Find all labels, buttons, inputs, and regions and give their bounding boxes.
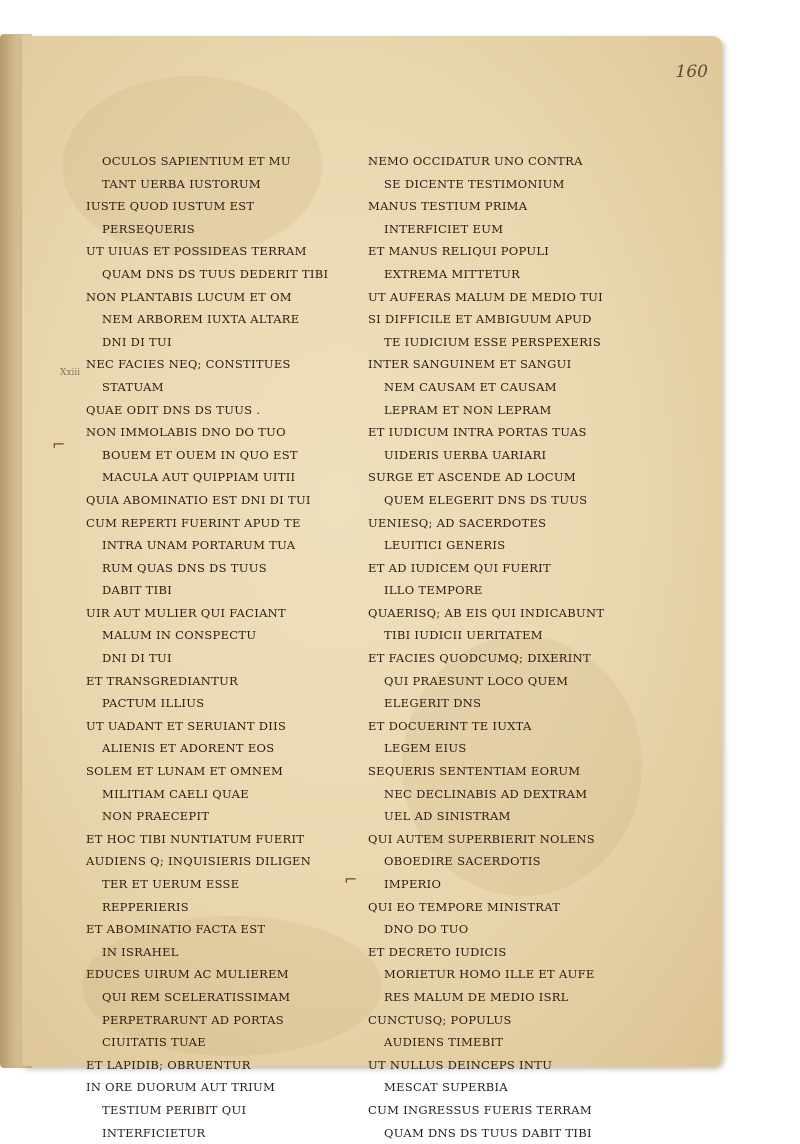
text-line: UT UADANT ET SERUIANT DIIS xyxy=(86,718,287,733)
text-line: ALIENIS ET ADORENT EOS xyxy=(102,741,275,756)
text-line: QUI AUTEM SUPERBIERIT NOLENS xyxy=(368,831,595,846)
text-line: IMPERIO xyxy=(384,877,442,891)
text-line: ET LAPIDIB; OBRUENTUR xyxy=(86,1057,251,1072)
text-line: IN ISRAHEL xyxy=(102,944,179,959)
text-line: QUAE ODIT DNS DS TUUS . xyxy=(86,402,261,417)
text-line: NEM CAUSAM ET CAUSAM xyxy=(384,379,557,394)
text-line: NEM ARBOREM IUXTA ALTARE xyxy=(102,312,300,327)
text-line: UT AUFERAS MALUM DE MEDIO TUI xyxy=(368,289,603,304)
text-line: INTRA UNAM PORTARUM TUA xyxy=(102,538,296,553)
text-line: UEL AD SINISTRAM xyxy=(384,809,511,824)
text-line: NEMO OCCIDATUR UNO CONTRA xyxy=(368,154,583,168)
text-line: CUM REPERTI FUERINT APUD TE xyxy=(86,515,301,530)
text-line: INTERFICIET EUM xyxy=(384,221,504,236)
text-line: ET FACIES QUODCUMQ; DIXERINT xyxy=(368,651,591,666)
text-line: SURGE ET ASCENDE AD LOCUM xyxy=(368,470,576,485)
text-line: UT NULLUS DEINCEPS INTU xyxy=(368,1057,553,1072)
text-line: ET IUDICUM INTRA PORTAS TUAS xyxy=(368,425,587,440)
text-line: NEC FACIES NEQ; CONSTITUES xyxy=(86,357,291,372)
text-line: INTER SANGUINEM ET SANGUI xyxy=(368,357,572,372)
text-line: ET TRANSGREDIANTUR xyxy=(86,673,239,688)
margin-note: Xxiii xyxy=(60,368,81,378)
text-line: SOLEM ET LUNAM ET OMNEM xyxy=(86,764,284,779)
text-line: NON PLANTABIS LUCUM ET OM xyxy=(86,289,292,304)
text-line: QUAM DNS DS TUUS DEDERIT TIBI xyxy=(102,266,329,281)
text-line: TER ET UERUM ESSE xyxy=(102,877,240,891)
text-line: DNI DI TUI xyxy=(102,334,172,349)
text-line: ELEGERIT DNS xyxy=(384,696,482,711)
text-line: LEGEM EIUS xyxy=(384,741,467,756)
text-line: QUAM DNS DS TUUS DABIT TIBI xyxy=(384,1125,592,1140)
text-line: QUI EO TEMPORE MINISTRAT xyxy=(368,899,561,914)
text-line: DABIT TIBI xyxy=(102,583,173,598)
text-line: MANUS TESTIUM PRIMA xyxy=(368,199,528,214)
text-line: ET HOC TIBI NUNTIATUM FUERIT xyxy=(86,831,305,846)
text-line: QUEM ELEGERIT DNS DS TUUS xyxy=(384,492,588,507)
text-line: RUM QUAS DNS DS TUUS xyxy=(102,560,267,575)
right-column xyxy=(368,150,630,1144)
text-line: PERSEQUERIS xyxy=(102,221,195,236)
left-column xyxy=(86,150,346,1144)
text-line: TE IUDICIUM ESSE PERSPEXERIS xyxy=(384,334,602,349)
text-line: ILLO TEMPORE xyxy=(384,583,483,598)
text-line: MILITIAM CAELI QUAE xyxy=(102,786,249,801)
text-line: MESCAT SUPERBIA xyxy=(384,1080,509,1095)
margin-mark-icon: ⌐ xyxy=(52,435,66,454)
text-line: ET DOCUERINT TE IUXTA xyxy=(368,718,532,733)
text-line: EXTREMA MITTETUR xyxy=(384,266,521,281)
text-line: BOUEM ET OUEM IN QUO EST xyxy=(102,447,298,462)
text-line: REPPERIERIS xyxy=(102,899,189,914)
text-line: INTERFICIETUR xyxy=(102,1125,206,1140)
text-line: LEPRAM ET NON LEPRAM xyxy=(384,402,552,417)
text-line: OBOEDIRE SACERDOTIS xyxy=(384,854,541,869)
text-line: ET DECRETO IUDICIS xyxy=(368,944,507,959)
text-line: QUIA ABOMINATIO EST DNI DI TUI xyxy=(86,492,311,507)
text-line: MORIETUR HOMO ILLE ET AUFE xyxy=(384,967,595,982)
text-line: QUI REM SCELERATISSIMAM xyxy=(102,989,291,1004)
text-line: NON PRAECEPIT xyxy=(102,809,210,824)
margin-mark-icon: ⌐ xyxy=(344,870,358,889)
text-line: UENIESQ; AD SACERDOTES xyxy=(368,515,547,530)
text-line: AUDIENS TIMEBIT xyxy=(384,1035,504,1050)
text-line: OCULOS SAPIENTIUM ET MU xyxy=(102,154,291,168)
folio-number: 160 xyxy=(675,62,708,82)
text-line: DNO DO TUO xyxy=(384,922,469,937)
text-line: SEQUERIS SENTENTIAM EORUM xyxy=(368,764,581,779)
text-line: EDUCES UIRUM AC MULIEREM xyxy=(86,967,289,982)
text-line: AUDIENS Q; INQUISIERIS DILIGEN xyxy=(86,854,312,869)
text-line: UIR AUT MULIER QUI FACIANT xyxy=(86,605,287,620)
text-line: ET MANUS RELIQUI POPULI xyxy=(368,244,550,259)
text-line: QUAERISQ; AB EIS QUI INDICABUNT xyxy=(368,605,605,620)
text-line: PACTUM ILLIUS xyxy=(102,696,205,711)
text-line: ET ABOMINATIO FACTA EST xyxy=(86,922,266,937)
text-line: PERPETRARUNT AD PORTAS xyxy=(102,1012,284,1027)
text-line: DNI DI TUI xyxy=(102,651,172,666)
text-line: IN ORE DUORUM AUT TRIUM xyxy=(86,1080,276,1095)
text-line: LEUITICI GENERIS xyxy=(384,538,506,553)
text-line: MALUM IN CONSPECTU xyxy=(102,628,257,643)
text-line: CUM INGRESSUS FUERIS TERRAM xyxy=(368,1102,592,1117)
text-line: NON IMMOLABIS DNO DO TUO xyxy=(86,425,286,440)
text-line: UIDERIS UERBA UARIARI xyxy=(384,447,547,462)
text-line: QUI PRAESUNT LOCO QUEM xyxy=(384,673,569,688)
text-line: TANT UERBA IUSTORUM xyxy=(102,176,261,191)
text-line: NEC DECLINABIS AD DEXTRAM xyxy=(384,786,588,801)
text-line: CIUITATIS TUAE xyxy=(102,1035,206,1050)
text-line: IUSTE QUOD IUSTUM EST xyxy=(86,199,255,214)
text-line: ET AD IUDICEM QUI FUERIT xyxy=(368,560,551,575)
text-line: TIBI IUDICII UERITATEM xyxy=(384,628,543,643)
text-line: CUNCTUSQ; POPULUS xyxy=(368,1012,512,1027)
text-line: SE DICENTE TESTIMONIUM xyxy=(384,176,565,191)
text-line: TESTIUM PERIBIT QUI xyxy=(102,1102,247,1117)
text-line: RES MALUM DE MEDIO ISRL xyxy=(384,989,569,1004)
text-line: SI DIFFICILE ET AMBIGUUM APUD xyxy=(368,312,592,327)
text-line: STATUAM xyxy=(102,379,164,394)
text-line: MACULA AUT QUIPPIAM UITII xyxy=(102,470,296,485)
text-line: UT UIUAS ET POSSIDEAS TERRAM xyxy=(86,244,307,259)
